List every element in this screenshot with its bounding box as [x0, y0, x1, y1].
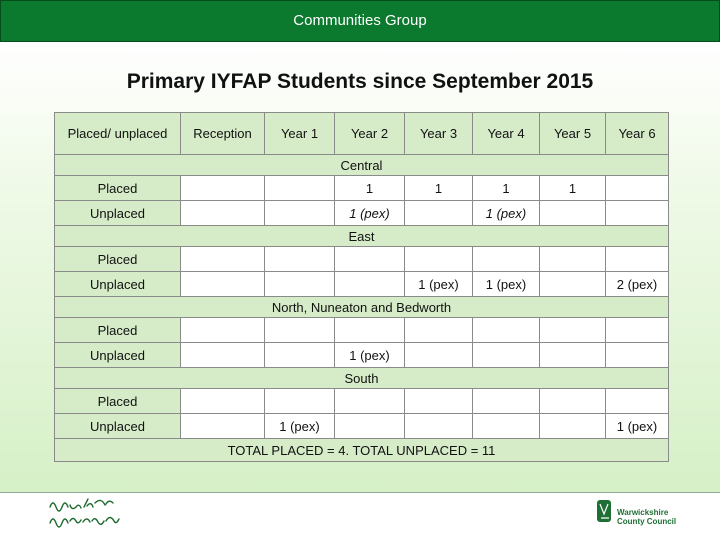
table-cell	[181, 272, 265, 297]
table-cell	[540, 343, 606, 368]
region-row	[55, 368, 669, 389]
students-table	[54, 112, 669, 462]
column-header: Year 2	[335, 113, 405, 155]
table-cell	[606, 343, 669, 368]
column-header: Reception	[181, 113, 265, 155]
table-cell: 1	[473, 176, 540, 201]
table-row	[55, 414, 669, 439]
table-cell	[606, 389, 669, 414]
header-row	[55, 113, 669, 155]
table-row	[55, 247, 669, 272]
table-cell	[265, 343, 335, 368]
row-label: Unplaced	[55, 414, 181, 439]
page-title: Primary IYFAP Students since September 2015	[126, 70, 594, 93]
table-row	[55, 176, 669, 201]
table-cell	[265, 318, 335, 343]
row-label: Placed	[55, 176, 181, 201]
column-header: Year 1	[265, 113, 335, 155]
region-name: South	[55, 368, 669, 389]
table-cell	[540, 318, 606, 343]
table-row	[55, 343, 669, 368]
region-row	[55, 226, 669, 247]
header-title: Communities Group	[293, 12, 427, 29]
region-name: Central	[55, 155, 669, 176]
table-cell	[540, 201, 606, 226]
table-row	[55, 201, 669, 226]
table-cell: 1 (pex)	[606, 414, 669, 439]
table-cell	[606, 247, 669, 272]
table-cell	[540, 414, 606, 439]
table-cell: 2 (pex)	[606, 272, 669, 297]
row-label: Unplaced	[55, 272, 181, 297]
table-cell	[405, 318, 473, 343]
table-cell	[181, 176, 265, 201]
working-for-warwickshire-logo	[46, 495, 122, 533]
table-cell: 1	[405, 176, 473, 201]
row-label: Placed	[55, 247, 181, 272]
header-bar	[0, 0, 720, 42]
total-summary: TOTAL PLACED = 4. TOTAL UNPLACED = 11	[55, 439, 669, 462]
table-cell: 1	[540, 176, 606, 201]
table-cell: 1 (pex)	[335, 201, 405, 226]
table-row	[55, 389, 669, 414]
column-header: Year 4	[473, 113, 540, 155]
table-cell	[181, 389, 265, 414]
table-cell	[265, 201, 335, 226]
table-cell	[473, 414, 540, 439]
table-row	[55, 318, 669, 343]
region-row	[55, 155, 669, 176]
table-cell	[335, 272, 405, 297]
table-cell	[181, 414, 265, 439]
table-cell: 1 (pex)	[405, 272, 473, 297]
footer-divider	[0, 492, 720, 493]
region-name: North, Nuneaton and Bedworth	[55, 297, 669, 318]
council-name: Warwickshire County Council	[617, 508, 677, 526]
table-cell	[405, 247, 473, 272]
table-cell	[181, 201, 265, 226]
table-cell	[335, 318, 405, 343]
column-header: Year 3	[405, 113, 473, 155]
row-label: Unplaced	[55, 343, 181, 368]
row-label: Placed	[55, 318, 181, 343]
region-name: East	[55, 226, 669, 247]
table-cell	[606, 176, 669, 201]
total-row	[55, 439, 669, 462]
table-cell	[181, 247, 265, 272]
column-header: Placed/ unplaced	[55, 113, 181, 155]
table-cell	[540, 247, 606, 272]
table-cell	[405, 389, 473, 414]
table-cell	[540, 389, 606, 414]
row-label: Unplaced	[55, 201, 181, 226]
table-cell	[265, 247, 335, 272]
table-row	[55, 272, 669, 297]
row-label: Placed	[55, 389, 181, 414]
table-cell	[181, 318, 265, 343]
table-cell	[265, 389, 335, 414]
table-cell: 1 (pex)	[473, 201, 540, 226]
table-cell: 1 (pex)	[473, 272, 540, 297]
table-cell	[473, 247, 540, 272]
column-header: Year 5	[540, 113, 606, 155]
table-cell	[181, 343, 265, 368]
table-cell	[335, 389, 405, 414]
table-cell	[265, 272, 335, 297]
table-cell	[405, 343, 473, 368]
table-cell	[606, 318, 669, 343]
table-cell	[473, 389, 540, 414]
table-cell	[405, 201, 473, 226]
region-row	[55, 297, 669, 318]
table-cell	[606, 201, 669, 226]
table-cell	[335, 247, 405, 272]
table-cell	[335, 414, 405, 439]
table-cell	[540, 272, 606, 297]
table-cell: 1 (pex)	[265, 414, 335, 439]
table-cell	[473, 318, 540, 343]
table-cell: 1 (pex)	[335, 343, 405, 368]
table-cell	[265, 176, 335, 201]
table-cell	[405, 414, 473, 439]
column-header: Year 6	[606, 113, 669, 155]
table-cell: 1	[335, 176, 405, 201]
table-cell	[473, 343, 540, 368]
